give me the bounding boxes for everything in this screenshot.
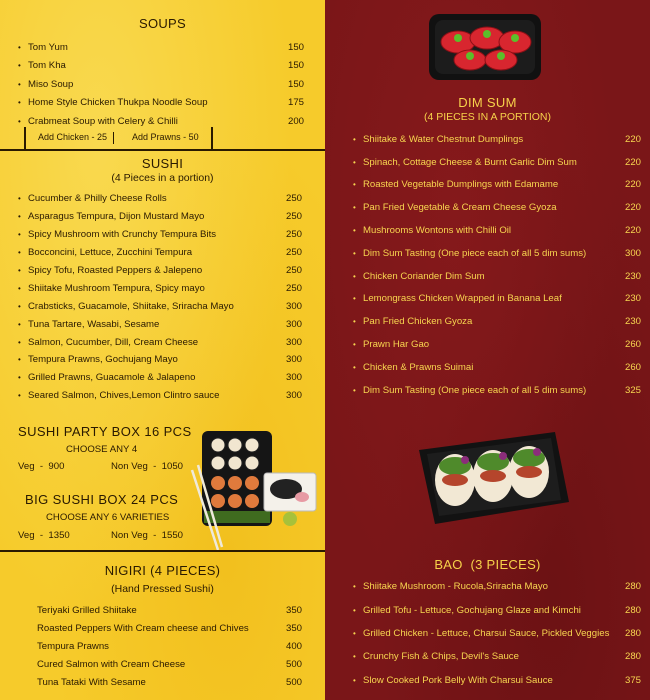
list-item: • Pan Fried Chicken Gyoza 230 xyxy=(353,316,641,328)
right-panel xyxy=(325,0,650,700)
bullet-icon: • xyxy=(18,194,21,204)
list-item: • Spinach, Cottage Cheese & Burnt Garlic Dim Sum 220 xyxy=(353,156,641,168)
list-item: • Slow Cooked Pork Belly With Charsui Sauce 375 xyxy=(353,674,641,686)
section-divider xyxy=(0,550,325,552)
list-item: • Dim Sum Tasting (One piece each of all 5 dim sums) 325 xyxy=(353,384,641,396)
dimsum-photo xyxy=(425,8,545,88)
list-item: Cured Salmon with Cream Cheese 500 xyxy=(37,659,302,671)
bao-photo xyxy=(405,420,575,530)
soups-list xyxy=(18,38,304,131)
list-item: • Crabsticks, Guacamole, Shiitake, Sriracha Mayo 300 xyxy=(18,300,302,312)
list-item: • Spicy Mushroom with Crunchy Tempura Bits 250 xyxy=(18,229,302,241)
addon-divider-right xyxy=(211,127,213,149)
nigiri-list xyxy=(37,601,302,692)
bullet-icon: • xyxy=(353,226,356,236)
bullet-icon: • xyxy=(18,79,21,89)
list-item: • Grilled Chicken - Lettuce, Charsui Sauce, Pickled Veggies 280 xyxy=(353,627,641,639)
big-box-title: BIG SUSHI BOX 24 PCS xyxy=(25,492,179,507)
addon-divider-left xyxy=(24,127,26,149)
bao-title: BAO (3 PIECES) xyxy=(434,557,541,572)
bullet-icon: • xyxy=(18,391,21,401)
list-item: • Tuna Tartare, Wasabi, Sesame 300 xyxy=(18,318,302,330)
list-item: • Tom Kha 150 xyxy=(18,60,304,72)
bullet-icon: • xyxy=(353,317,356,327)
list-item: • Salmon, Cucumber, Dill, Cream Cheese 300 xyxy=(18,336,302,348)
dimsum-list xyxy=(353,128,641,402)
bullet-icon: • xyxy=(18,266,21,275)
list-item: • Bocconcini, Lettuce, Zucchini Tempura 250 xyxy=(18,247,302,259)
nigiri-subtitle: (Hand Pressed Sushi) xyxy=(111,583,214,595)
dimsum-title: DIM SUM xyxy=(458,95,517,110)
big-box-nonveg: Non Veg - 1550 xyxy=(111,530,184,541)
list-item: • Home Style Chicken Thukpa Noodle Soup 175 xyxy=(18,97,304,109)
big-box-veg: Veg - 1350 xyxy=(18,530,70,541)
bullet-icon: • xyxy=(18,355,21,365)
bullet-icon: • xyxy=(18,61,21,71)
bullet-icon: • xyxy=(18,337,21,347)
party-box-choose: CHOOSE ANY 4 xyxy=(66,444,138,455)
list-item: • Chicken & Prawns Suimai 260 xyxy=(353,361,641,373)
list-item: Tuna Tataki With Sesame 500 xyxy=(37,677,302,689)
bullet-icon: • xyxy=(18,283,21,293)
bullet-icon: • xyxy=(18,212,21,222)
list-item: • Grilled Tofu - Lettuce, Gochujang Glaze and Kimchi 280 xyxy=(353,604,641,616)
party-box-title: SUSHI PARTY BOX 16 PCS xyxy=(18,424,192,439)
bullet-icon: • xyxy=(353,294,356,304)
bullet-icon: • xyxy=(353,157,356,167)
bullet-icon: • xyxy=(18,116,21,126)
sushi-title: SUSHI xyxy=(141,156,184,171)
sushi-list xyxy=(18,190,302,405)
soups-addons xyxy=(32,132,205,144)
list-item: • Cucumber & Philly Cheese Rolls 250 xyxy=(18,193,302,205)
list-item: • Crunchy Fish & Chips, Devil's Sauce 280 xyxy=(353,651,641,663)
bullet-icon: • xyxy=(353,652,356,662)
bullet-icon: • xyxy=(18,98,21,108)
bullet-icon: • xyxy=(353,628,356,638)
list-item: • Tempura Prawns, Gochujang Mayo 300 xyxy=(18,354,302,366)
bullet-icon: • xyxy=(18,248,21,258)
list-item: • Shiitake Mushroom Tempura, Spicy mayo 250 xyxy=(18,282,302,294)
bullet-icon: • xyxy=(353,271,356,281)
bullet-icon: • xyxy=(353,385,356,395)
bullet-icon: • xyxy=(353,180,356,190)
bullet-icon: • xyxy=(18,301,21,311)
bullet-icon: • xyxy=(18,42,21,52)
list-item: • Miso Soup 150 xyxy=(18,78,304,90)
list-item: • Seared Salmon, Chives,Lemon Clintro sauce 300 xyxy=(18,390,302,402)
dimsum-subtitle: (4 PIECES IN A PORTION) xyxy=(423,111,551,123)
list-item: • Lemongrass Chicken Wrapped in Banana Leaf 230 xyxy=(353,293,641,305)
list-item: • Crabmeat Soup with Celery & Chilli 200 xyxy=(18,115,304,127)
bullet-icon: • xyxy=(353,134,356,144)
bullet-icon: • xyxy=(18,373,21,383)
bullet-icon: • xyxy=(353,675,356,685)
sushi-box-photo xyxy=(190,425,320,555)
bao-list xyxy=(353,575,641,692)
list-item: Tempura Prawns 400 xyxy=(37,640,302,652)
bullet-icon: • xyxy=(18,230,21,240)
party-box-veg: Veg - 900 xyxy=(18,461,65,472)
list-item: • Pan Fried Vegetable & Cream Cheese Gyoza 220 xyxy=(353,202,641,214)
bullet-icon: • xyxy=(353,362,356,372)
list-item: Teriyaki Grilled Shiitake 350 xyxy=(37,604,302,616)
list-item: • Spicy Tofu, Roasted Peppers & Jalepeno 250 xyxy=(18,265,302,276)
bullet-icon: • xyxy=(353,248,356,258)
list-item: • Roasted Vegetable Dumplings with Edamame 220 xyxy=(353,179,641,191)
section-divider xyxy=(0,149,325,151)
big-box-choose: CHOOSE ANY 6 VARIETIES xyxy=(46,512,170,523)
addon-chicken: Add Chicken - 25 xyxy=(38,132,108,142)
bullet-icon: • xyxy=(353,605,356,615)
bullet-icon: • xyxy=(353,582,356,592)
bullet-icon: • xyxy=(18,319,21,329)
party-box-nonveg: Non Veg - 1050 xyxy=(111,461,184,472)
list-item: • Asparagus Tempura, Dijon Mustard Mayo 250 xyxy=(18,211,302,223)
list-item: • Mushrooms Wontons with Chilli Oil 220 xyxy=(353,225,641,237)
nigiri-title: NIGIRI (4 PIECES) xyxy=(104,563,221,578)
addon-prawns: Add Prawns - 50 xyxy=(132,132,199,142)
bullet-icon: • xyxy=(353,340,356,350)
bullet-icon: • xyxy=(353,203,356,213)
sushi-subtitle: (4 Pieces in a portion) xyxy=(111,172,214,184)
list-item: • Shiitake & Water Chestnut Dumplings 220 xyxy=(353,133,641,145)
soups-title: SOUPS xyxy=(138,16,186,31)
list-item: • Tom Yum 150 xyxy=(18,41,304,53)
addon-separator xyxy=(113,132,126,144)
list-item: • Shiitake Mushroom - Rucola,Sriracha Mayo 280 xyxy=(353,581,641,593)
list-item: Roasted Peppers With Cream cheese and Chives 350 xyxy=(37,622,302,634)
list-item: • Grilled Prawns, Guacamole & Jalapeno 300 xyxy=(18,372,302,384)
list-item: • Prawn Har Gao 260 xyxy=(353,339,641,351)
list-item: • Chicken Coriander Dim Sum 230 xyxy=(353,270,641,282)
list-item: • Dim Sum Tasting (One piece each of all 5 dim sums) 300 xyxy=(353,247,641,259)
